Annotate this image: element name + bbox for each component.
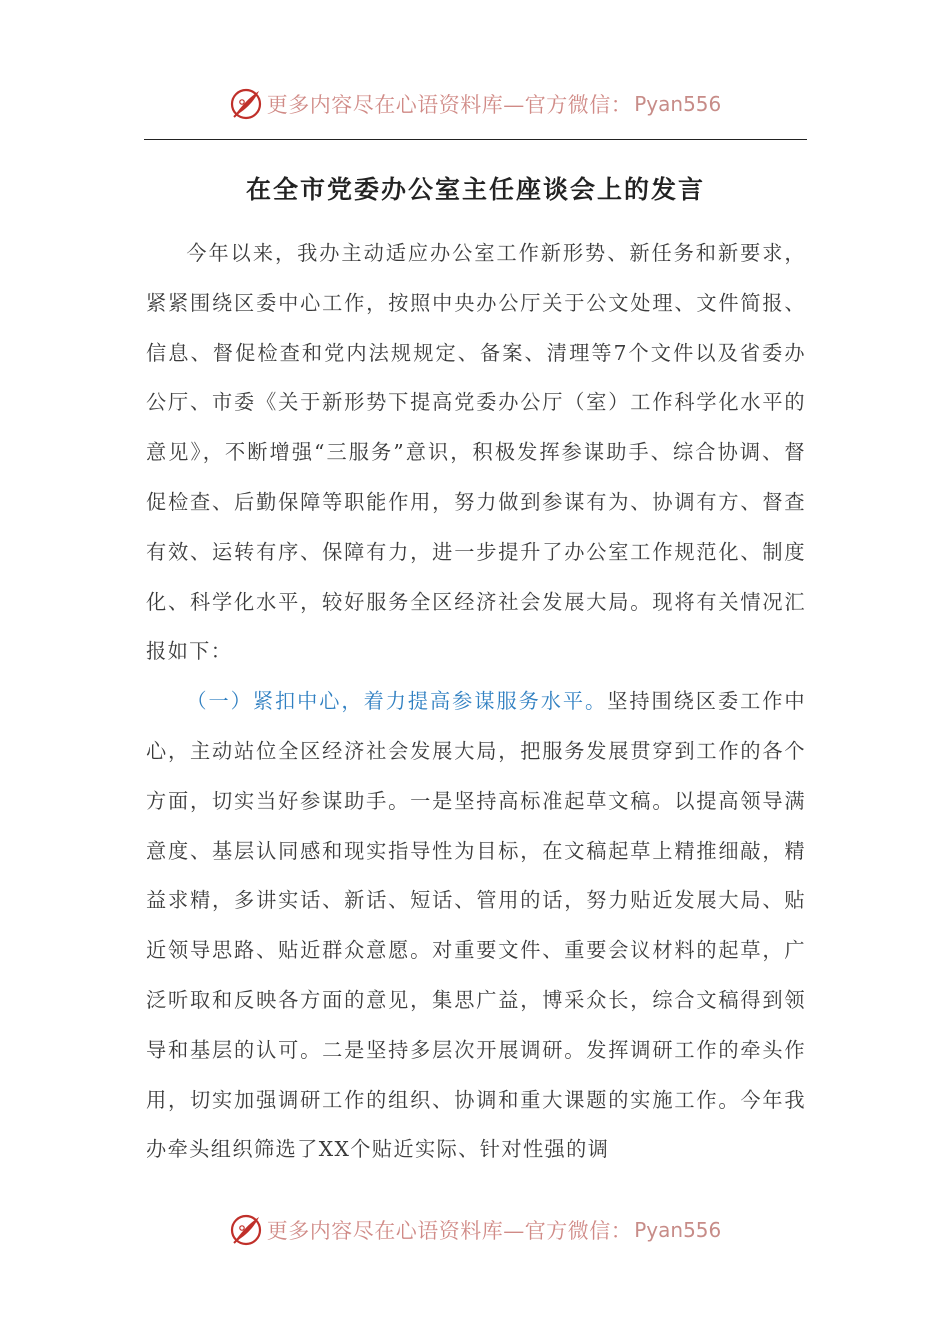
banner-wechat-id: Pyan556: [634, 92, 722, 116]
section-heading: （一）紧扣中心，着力提高参谋服务水平。: [186, 689, 608, 714]
paragraph-intro: 今年以来，我办主动适应办公室工作新形势、新任务和新要求，紧紧围绕区委中心工作，按照中央办公厅关于公文处理、文件简报、信息、督促检查和党内法规规定、备案、清理等7个文件以及省委办公厅、市委《关于新形势下提高党委办公厅（室）工作科学化水平的意见》，不断增强“三服务”意识，积极发挥参谋助手、综合协调、督促检查、后勤保障等职能作用，努力做到参谋有为、协调有方、督查有效、运转有序、保障有力，进一步提升了办公室工作规范化、制度化、科学化水平，较好服务全区经济社会发展大局。现将有关情况汇报如下：: [146, 241, 806, 664]
section-body: 坚持围绕区委工作中心，主动站位全区经济社会发展大局，把服务发展贯穿到工作的各个方面，切实当好参谋助手。一是坚持高标准起草文稿。以提高领导满意度、基层认同感和现实指导性为目标，在文稿起草上精推细敲，精益求精，多讲实话、新话、短话、管用的话，努力贴近发展大局、贴近领导思路、贴近群众意愿。对重要文件、重要会议材料的起草，广泛听取和反映各方面的意见，集思广益，博采众长，综合文稿得到领导和基层的认可。二是坚持多层次开展调研。发挥调研工作的牵头作用，切实加强调研工作的组织、协调和重大课题的实施工作。今年我办牵头组织筛选了XX个贴近实际、针对性强的调: [146, 689, 806, 1162]
header-banner: [0, 84, 950, 124]
document-title: 在全市党委办公室主任座谈会上的发言: [245, 175, 705, 204]
quill-logo-icon: [229, 1213, 263, 1247]
header-rule: [144, 139, 807, 140]
document-body: [146, 229, 806, 1175]
footer-banner: [0, 1210, 950, 1250]
banner-text: 更多内容尽在心语资料库—官方微信：: [266, 93, 633, 117]
paragraph-section-1: [146, 677, 806, 1175]
banner-wechat-id: Pyan556: [634, 1218, 722, 1242]
quill-logo-icon: [229, 87, 263, 121]
banner-text: 更多内容尽在心语资料库—官方微信：: [266, 1219, 633, 1243]
